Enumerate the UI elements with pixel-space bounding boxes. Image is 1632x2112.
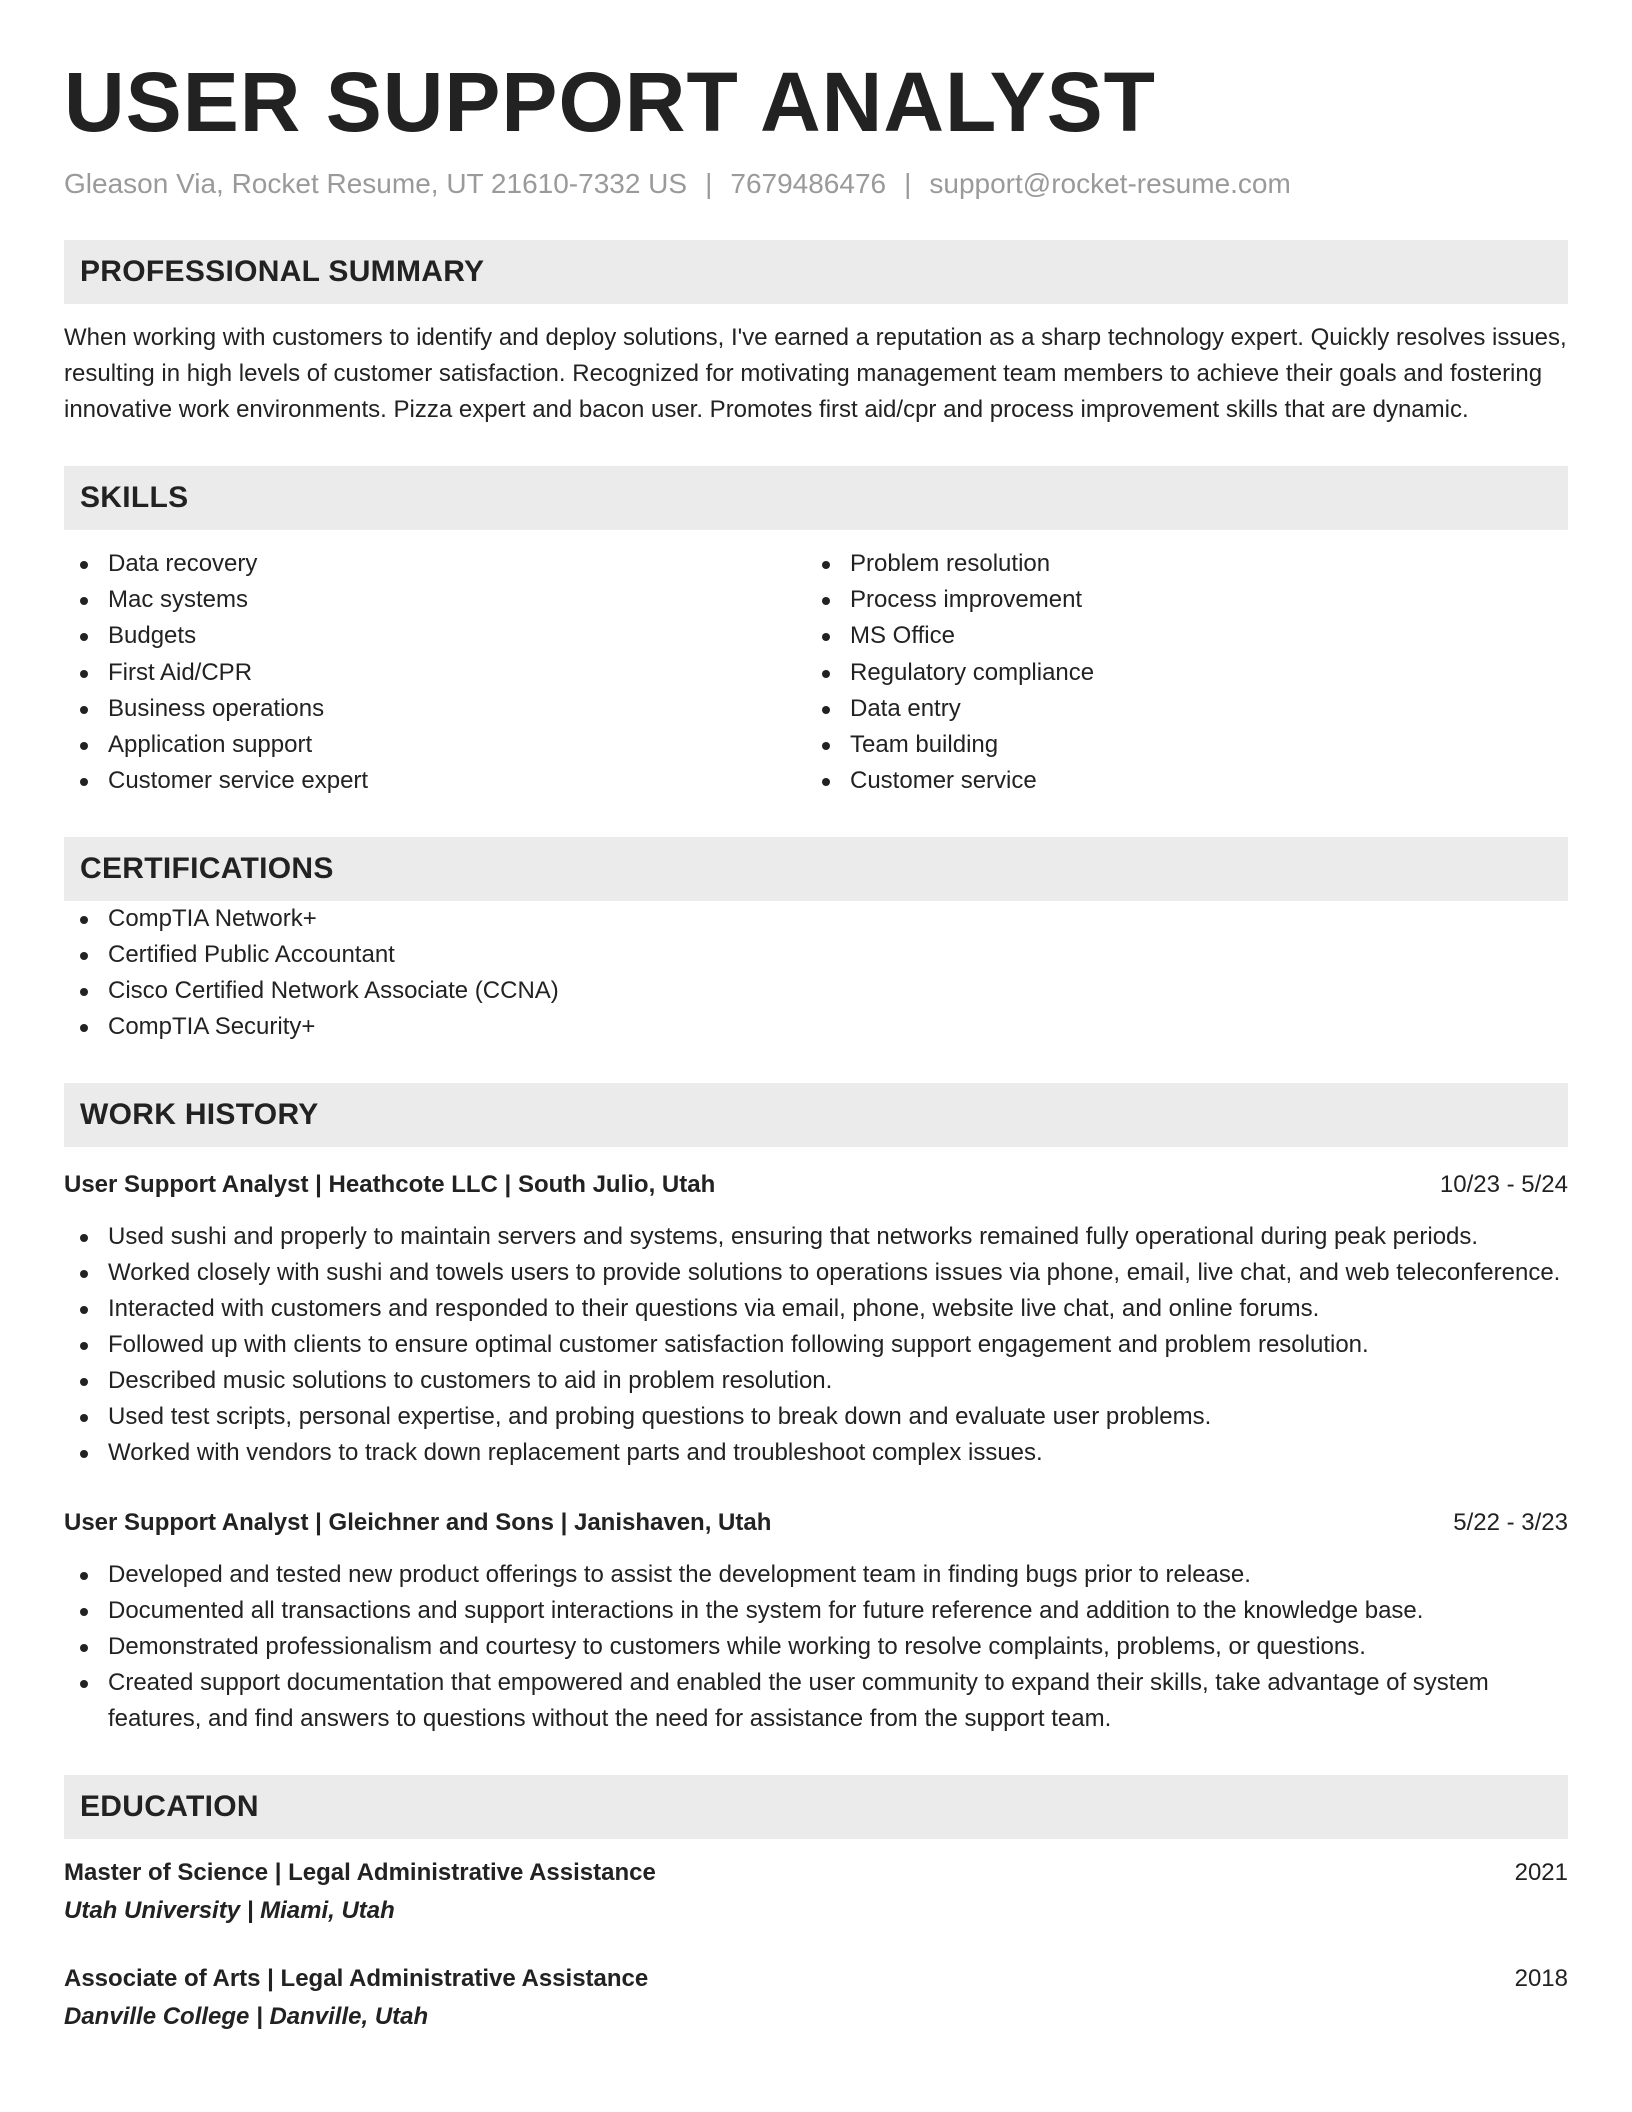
skills-heading: SKILLS [64, 466, 1568, 530]
bullet-icon [80, 1608, 88, 1616]
job-bullet [64, 1557, 1568, 1593]
bullet-icon [822, 670, 830, 678]
contact-phone: 7679486476 [730, 168, 887, 199]
job-bullet-text: Documented all transactions and support interactions in the system for future reference and addition to the knowledge base. [108, 1597, 1424, 1625]
candidate-title: USER SUPPORT ANALYST [64, 55, 1156, 149]
job-title: User Support Analyst | Heathcote LLC | South Julio, Utah [64, 1171, 716, 1199]
skill-item [64, 655, 806, 691]
job-bullet-text: Used test scripts, personal expertise, and probing questions to break down and evaluate user problems. [108, 1403, 1212, 1431]
bullet-icon [80, 1450, 88, 1458]
contact-address: Gleason Via, Rocket Resume, UT 21610-7332 US [64, 168, 688, 199]
contact-separator: | [705, 168, 713, 199]
bullet-icon [80, 1270, 88, 1278]
bullet-icon [80, 916, 88, 924]
skill-label: MS Office [850, 622, 955, 650]
education-entry [64, 1961, 1568, 2037]
certification-label: Certified Public Accountant [108, 941, 395, 969]
job-bullet [64, 1665, 1568, 1737]
certification-label: Cisco Certified Network Associate (CCNA) [108, 977, 559, 1005]
school-name: Danville College | Danville, Utah [64, 2003, 429, 2031]
skill-label: First Aid/CPR [108, 658, 253, 686]
bullet-icon [80, 561, 88, 569]
job-header [64, 1167, 1568, 1203]
skill-label: Customer service [850, 767, 1037, 795]
bullet-icon [80, 670, 88, 678]
skill-item [806, 655, 1548, 691]
job-bullet-text: Worked with vendors to track down replacement parts and troubleshoot complex issues. [108, 1439, 1043, 1467]
bullet-icon [822, 597, 830, 605]
graduation-year: 2018 [1514, 1965, 1568, 1993]
skill-item [64, 582, 806, 618]
skill-label: Data entry [850, 694, 961, 722]
skill-label: Problem resolution [850, 550, 1051, 577]
bullet-icon [822, 742, 830, 750]
certifications-heading: CERTIFICATIONS [64, 837, 1568, 901]
graduation-year: 2021 [1514, 1859, 1568, 1887]
bullet-icon [80, 952, 88, 960]
bullet-icon [80, 1572, 88, 1580]
bullet-icon [80, 988, 88, 996]
contact-email: support@rocket-resume.com [929, 168, 1291, 199]
contact-separator: | [904, 168, 912, 199]
bullet-icon [80, 778, 88, 786]
certifications-list [64, 901, 1568, 1045]
job-bullet [64, 1291, 1568, 1327]
bullet-icon [822, 778, 830, 786]
bullet-icon [80, 1680, 88, 1688]
skill-label: Business operations [108, 694, 325, 722]
job-bullet-text: Described music solutions to customers to aid in problem resolution. [108, 1367, 833, 1395]
skills-list-right [806, 546, 1548, 799]
bullet-icon [80, 1024, 88, 1032]
education-entry [64, 1855, 1568, 1931]
degree-title: Master of Science | Legal Administrative Assistance [64, 1859, 656, 1887]
job-bullet-text: Interacted with customers and responded to their questions via email, phone, website live chat, and online forums. [108, 1295, 1320, 1323]
certification-item [64, 1009, 1568, 1045]
certification-item [64, 973, 1568, 1009]
job-bullet-text: Followed up with clients to ensure optimal customer satisfaction following support engagement and problem resolution. [108, 1331, 1369, 1359]
job-bullet-text: Demonstrated professionalism and courtesy to customers while working to resolve complaints, problems, or questions. [108, 1633, 1366, 1661]
skill-item [806, 546, 1548, 582]
bullet-icon [80, 1234, 88, 1242]
skill-label: Regulatory compliance [850, 658, 1095, 686]
certification-label: CompTIA Network+ [108, 905, 317, 933]
skill-label: Customer service expert [108, 767, 369, 795]
bullet-icon [80, 1414, 88, 1422]
job-dates: 10/23 - 5/24 [1439, 1171, 1568, 1199]
skill-label: Budgets [108, 622, 197, 650]
job-dates: 5/22 - 3/23 [1453, 1509, 1568, 1537]
skills-list-left [64, 546, 806, 799]
bullet-icon [80, 1644, 88, 1652]
job-bullet [64, 1399, 1568, 1435]
skill-item [806, 618, 1548, 654]
degree-title: Associate of Arts | Legal Administrative Assistance [64, 1965, 649, 1993]
skills-columns [64, 546, 1568, 799]
job-header [64, 1505, 1568, 1541]
skill-item [806, 691, 1548, 727]
skill-label: Mac systems [108, 586, 249, 614]
work-history-heading: WORK HISTORY [64, 1083, 1568, 1147]
bullet-icon [80, 1306, 88, 1314]
bullet-icon [80, 633, 88, 641]
job-entry [64, 1505, 1568, 1737]
skill-label: Data recovery [108, 550, 258, 577]
certification-item [64, 901, 1568, 937]
bullet-icon [822, 561, 830, 569]
skill-item [64, 727, 806, 763]
job-bullet [64, 1593, 1568, 1629]
skill-label: Application support [108, 731, 313, 759]
job-bullet-text: Developed and tested new product offerings to assist the development team in finding bugs prior to release. [108, 1561, 1251, 1589]
job-bullet [64, 1255, 1568, 1291]
job-bullet-text: Used sushi and properly to maintain servers and systems, ensuring that networks remained fully operational during peak periods. [108, 1223, 1479, 1251]
skill-item [64, 618, 806, 654]
bullet-icon [822, 706, 830, 714]
certification-label: CompTIA Security+ [108, 1013, 316, 1041]
bullet-icon [80, 1342, 88, 1350]
certification-item [64, 937, 1568, 973]
skill-label: Team building [850, 731, 999, 759]
job-bullet [64, 1363, 1568, 1399]
job-bullet-text: Created support documentation that empowered and enabled the user community to expand their skills, take advantage of system features, and find answers to questions without the need for assistance from the support team. [108, 1669, 1489, 1733]
bullet-icon [80, 597, 88, 605]
contact-line [64, 166, 1568, 202]
education-heading: EDUCATION [64, 1775, 1568, 1839]
skill-item [806, 727, 1548, 763]
summary-text: When working with customers to identify and deploy solutions, I've earned a reputation as a sharp technology expert. Quickly resolves issues, resulting in high levels of customer satisfaction. Recognized for motivating management team members to achieve their goals and fostering innovative work environments. Pizza expert and bacon user. Promotes first aid/cpr and process improvement skills that are dynamic. [64, 324, 1567, 423]
skill-item [806, 763, 1548, 799]
job-bullet [64, 1327, 1568, 1363]
bullet-icon [80, 742, 88, 750]
job-bullet [64, 1435, 1568, 1471]
job-bullet [64, 1219, 1568, 1255]
skill-item [64, 546, 806, 582]
bullet-icon [80, 706, 88, 714]
skill-item [64, 763, 806, 799]
education-header [64, 1961, 1568, 1997]
education-header [64, 1855, 1568, 1891]
skill-label: Process improvement [850, 586, 1083, 614]
job-bullet-text: Worked closely with sushi and towels users to provide solutions to operations issues via phone, email, live chat, and web teleconference. [108, 1259, 1561, 1287]
bullet-icon [822, 633, 830, 641]
job-bullet [64, 1629, 1568, 1665]
summary-heading: PROFESSIONAL SUMMARY [64, 240, 1568, 304]
school-name: Utah University | Miami, Utah [64, 1897, 395, 1925]
skill-item [806, 582, 1548, 618]
bullet-icon [80, 1378, 88, 1386]
job-title: User Support Analyst | Gleichner and Sons | Janishaven, Utah [64, 1509, 772, 1537]
job-bullets [64, 1219, 1568, 1471]
job-entry [64, 1167, 1568, 1471]
skill-item [64, 691, 806, 727]
job-bullets [64, 1557, 1568, 1737]
